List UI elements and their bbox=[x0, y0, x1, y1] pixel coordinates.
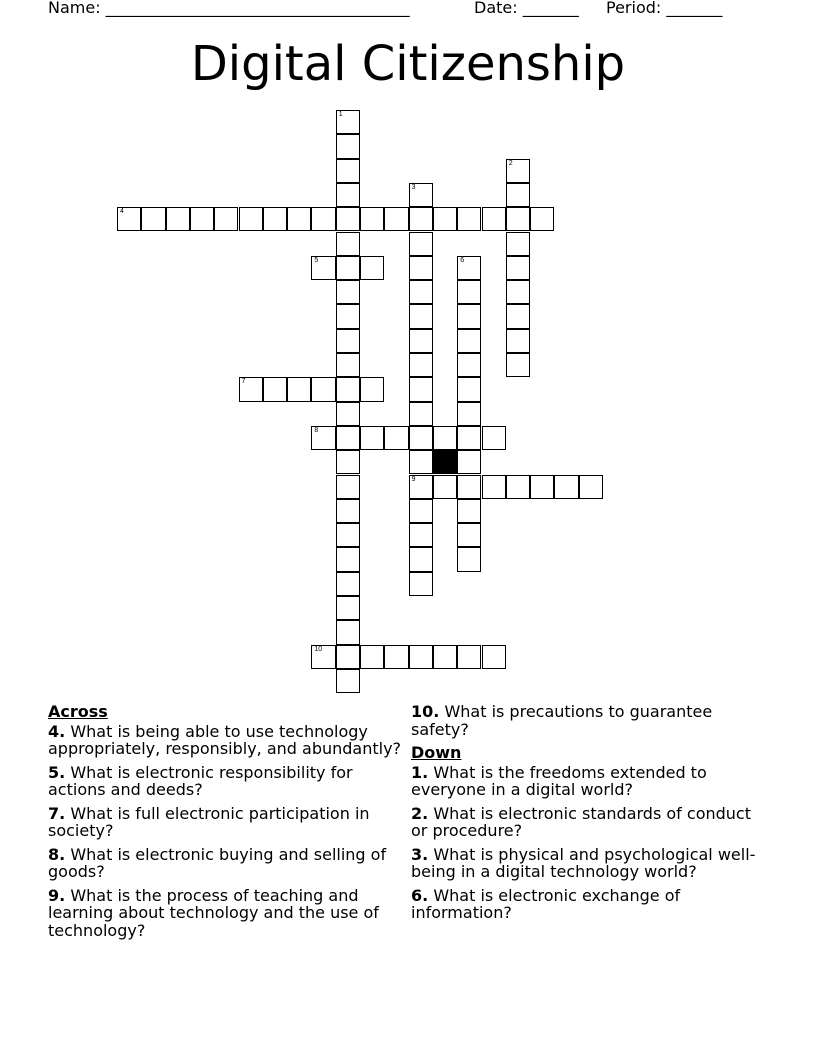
grid-cell[interactable] bbox=[336, 499, 360, 523]
grid-cell[interactable] bbox=[190, 207, 214, 231]
grid-cell[interactable] bbox=[457, 547, 481, 571]
grid-cell[interactable] bbox=[457, 645, 481, 669]
grid-cell[interactable] bbox=[384, 645, 408, 669]
grid-cell[interactable] bbox=[457, 499, 481, 523]
grid-cell[interactable] bbox=[457, 304, 481, 328]
clue-number-label: 6 bbox=[460, 256, 465, 264]
grid-cell[interactable] bbox=[409, 499, 433, 523]
grid-cell[interactable] bbox=[457, 523, 481, 547]
grid-cell[interactable] bbox=[336, 304, 360, 328]
grid-cell[interactable] bbox=[409, 475, 433, 499]
grid-cell[interactable] bbox=[506, 329, 530, 353]
grid-cell[interactable] bbox=[482, 645, 506, 669]
grid-cell[interactable] bbox=[506, 256, 530, 280]
grid-cell[interactable] bbox=[506, 353, 530, 377]
grid-cell[interactable] bbox=[336, 450, 360, 474]
clue-down-1: 1. What is the freedoms extended to everyone in a digital world? bbox=[411, 762, 707, 799]
across-clues bbox=[48, 703, 408, 945]
grid-cell[interactable] bbox=[409, 304, 433, 328]
grid-cell[interactable] bbox=[336, 572, 360, 596]
grid-cell[interactable] bbox=[336, 377, 360, 401]
grid-cell[interactable] bbox=[336, 134, 360, 158]
right-clue-column bbox=[411, 703, 761, 928]
grid-cell[interactable] bbox=[409, 450, 433, 474]
grid-cell[interactable] bbox=[482, 475, 506, 499]
grid-cell[interactable] bbox=[409, 280, 433, 304]
clue-number-label: 4 bbox=[120, 208, 124, 216]
clue-across-4: 4. What is being able to use technology appropriately, responsibly, and abundantly? bbox=[48, 721, 402, 758]
grid-cell[interactable] bbox=[482, 207, 506, 231]
grid-cell[interactable] bbox=[239, 377, 263, 401]
grid-cell[interactable] bbox=[336, 402, 360, 426]
grid-cell[interactable] bbox=[433, 207, 457, 231]
grid-cell[interactable] bbox=[457, 402, 481, 426]
grid-cell[interactable] bbox=[457, 377, 481, 401]
clue-down-6: 6. What is electronic exchange of information? bbox=[411, 885, 681, 922]
clue-number-label: 7 bbox=[241, 378, 246, 386]
clue-across-9: 9. What is the process of teaching and learning about technology and the use of technology? bbox=[48, 885, 379, 940]
grid-cell[interactable] bbox=[457, 256, 481, 280]
grid-cell[interactable] bbox=[336, 110, 360, 134]
grid-cell[interactable] bbox=[336, 547, 360, 571]
date-field: Date: _______ bbox=[474, 0, 579, 17]
grid-cell[interactable] bbox=[360, 207, 384, 231]
clue-down-3: 3. What is physical and psychological well-being in a digital technology world? bbox=[411, 844, 756, 881]
grid-cell[interactable] bbox=[336, 329, 360, 353]
grid-cell[interactable] bbox=[336, 645, 360, 669]
grid-cell[interactable] bbox=[336, 256, 360, 280]
grid-cell[interactable] bbox=[409, 207, 433, 231]
period-field: Period: _______ bbox=[606, 0, 723, 17]
clue-number-label: 10 bbox=[314, 645, 323, 653]
grid-cell[interactable] bbox=[433, 475, 457, 499]
clue-number-label: 3 bbox=[411, 183, 416, 191]
grid-cell[interactable] bbox=[506, 232, 530, 256]
clue-across-8: 8. What is electronic buying and selling of goods? bbox=[48, 844, 387, 881]
grid-cell[interactable] bbox=[360, 645, 384, 669]
grid-cell[interactable] bbox=[336, 669, 360, 693]
grid-cell[interactable] bbox=[409, 572, 433, 596]
grid-cell[interactable] bbox=[457, 280, 481, 304]
clue-number-label: 9 bbox=[411, 475, 416, 483]
grid-cell[interactable] bbox=[336, 426, 360, 450]
grid-cell[interactable] bbox=[409, 402, 433, 426]
grid-cell[interactable] bbox=[506, 183, 530, 207]
clue-number-label: 2 bbox=[508, 159, 513, 167]
grid-cell[interactable] bbox=[457, 450, 481, 474]
grid-cell[interactable] bbox=[409, 645, 433, 669]
grid-cell[interactable] bbox=[409, 256, 433, 280]
grid-cell[interactable] bbox=[530, 207, 554, 231]
grid-cell[interactable] bbox=[117, 207, 141, 231]
grid-cell[interactable] bbox=[409, 377, 433, 401]
clue-across-7: 7. What is full electronic participation in society? bbox=[48, 803, 370, 840]
clue-across-5: 5. What is electronic responsibility for actions and deeds? bbox=[48, 762, 353, 799]
grid-cell[interactable] bbox=[360, 256, 384, 280]
grid-cell[interactable] bbox=[166, 207, 190, 231]
grid-cell[interactable] bbox=[433, 426, 457, 450]
clue-number-label: 1 bbox=[338, 111, 343, 118]
grid-cell[interactable] bbox=[141, 207, 165, 231]
grid-cell[interactable] bbox=[336, 596, 360, 620]
grid-cell[interactable] bbox=[433, 645, 457, 669]
grid-cell[interactable] bbox=[336, 280, 360, 304]
grid-cell[interactable] bbox=[457, 426, 481, 450]
grid-cell[interactable] bbox=[506, 475, 530, 499]
grid-cell[interactable] bbox=[457, 329, 481, 353]
grid-cell[interactable] bbox=[579, 475, 603, 499]
grid-cell[interactable] bbox=[384, 426, 408, 450]
grid-cell[interactable] bbox=[457, 207, 481, 231]
grid-cell[interactable] bbox=[409, 523, 433, 547]
grid-cell[interactable] bbox=[263, 207, 287, 231]
across-heading: Across bbox=[48, 702, 108, 721]
grid-cell[interactable] bbox=[409, 183, 433, 207]
grid-cell-blocked bbox=[433, 450, 457, 474]
grid-cell[interactable] bbox=[530, 475, 554, 499]
grid-cell[interactable] bbox=[506, 207, 530, 231]
grid-cell[interactable] bbox=[336, 207, 360, 231]
grid-cell[interactable] bbox=[311, 256, 335, 280]
grid-cell[interactable] bbox=[287, 207, 311, 231]
grid-cell[interactable] bbox=[384, 207, 408, 231]
grid-cell[interactable] bbox=[554, 475, 578, 499]
grid-cell[interactable] bbox=[311, 377, 335, 401]
page-title: Digital Citizenship bbox=[190, 36, 626, 92]
grid-cell[interactable] bbox=[409, 329, 433, 353]
grid-cell[interactable] bbox=[409, 232, 433, 256]
grid-cell[interactable] bbox=[506, 280, 530, 304]
grid-cell[interactable] bbox=[409, 547, 433, 571]
grid-cell[interactable] bbox=[263, 377, 287, 401]
down-heading: Down bbox=[411, 743, 462, 762]
grid-cell[interactable] bbox=[239, 207, 263, 231]
grid-cell[interactable] bbox=[287, 377, 311, 401]
grid-cell[interactable] bbox=[360, 377, 384, 401]
grid-cell[interactable] bbox=[311, 426, 335, 450]
grid-cell[interactable] bbox=[214, 207, 238, 231]
grid-cell[interactable] bbox=[336, 620, 360, 644]
clue-down-2: 2. What is electronic standards of conduct or procedure? bbox=[411, 803, 751, 840]
grid-cell[interactable] bbox=[457, 353, 481, 377]
grid-cell[interactable] bbox=[311, 645, 335, 669]
clue-number-label: 8 bbox=[314, 426, 319, 434]
grid-cell[interactable] bbox=[336, 232, 360, 256]
grid-cell[interactable] bbox=[409, 426, 433, 450]
grid-cell[interactable] bbox=[336, 353, 360, 377]
grid-cell[interactable] bbox=[336, 523, 360, 547]
grid-cell[interactable] bbox=[482, 426, 506, 450]
grid-cell[interactable] bbox=[457, 475, 481, 499]
grid-cell[interactable] bbox=[336, 475, 360, 499]
grid-cell[interactable] bbox=[409, 353, 433, 377]
grid-cell[interactable] bbox=[506, 304, 530, 328]
clue-number-label: 5 bbox=[314, 256, 319, 264]
grid-cell[interactable] bbox=[506, 159, 530, 183]
grid-cell[interactable] bbox=[336, 183, 360, 207]
grid-cell[interactable] bbox=[336, 159, 360, 183]
clue-across-10: 10. What is precautions to guarantee safety? bbox=[411, 702, 713, 739]
grid-cell[interactable] bbox=[311, 207, 335, 231]
name-field: Name: ______________________________________ bbox=[48, 0, 410, 17]
grid-cell[interactable] bbox=[360, 426, 384, 450]
